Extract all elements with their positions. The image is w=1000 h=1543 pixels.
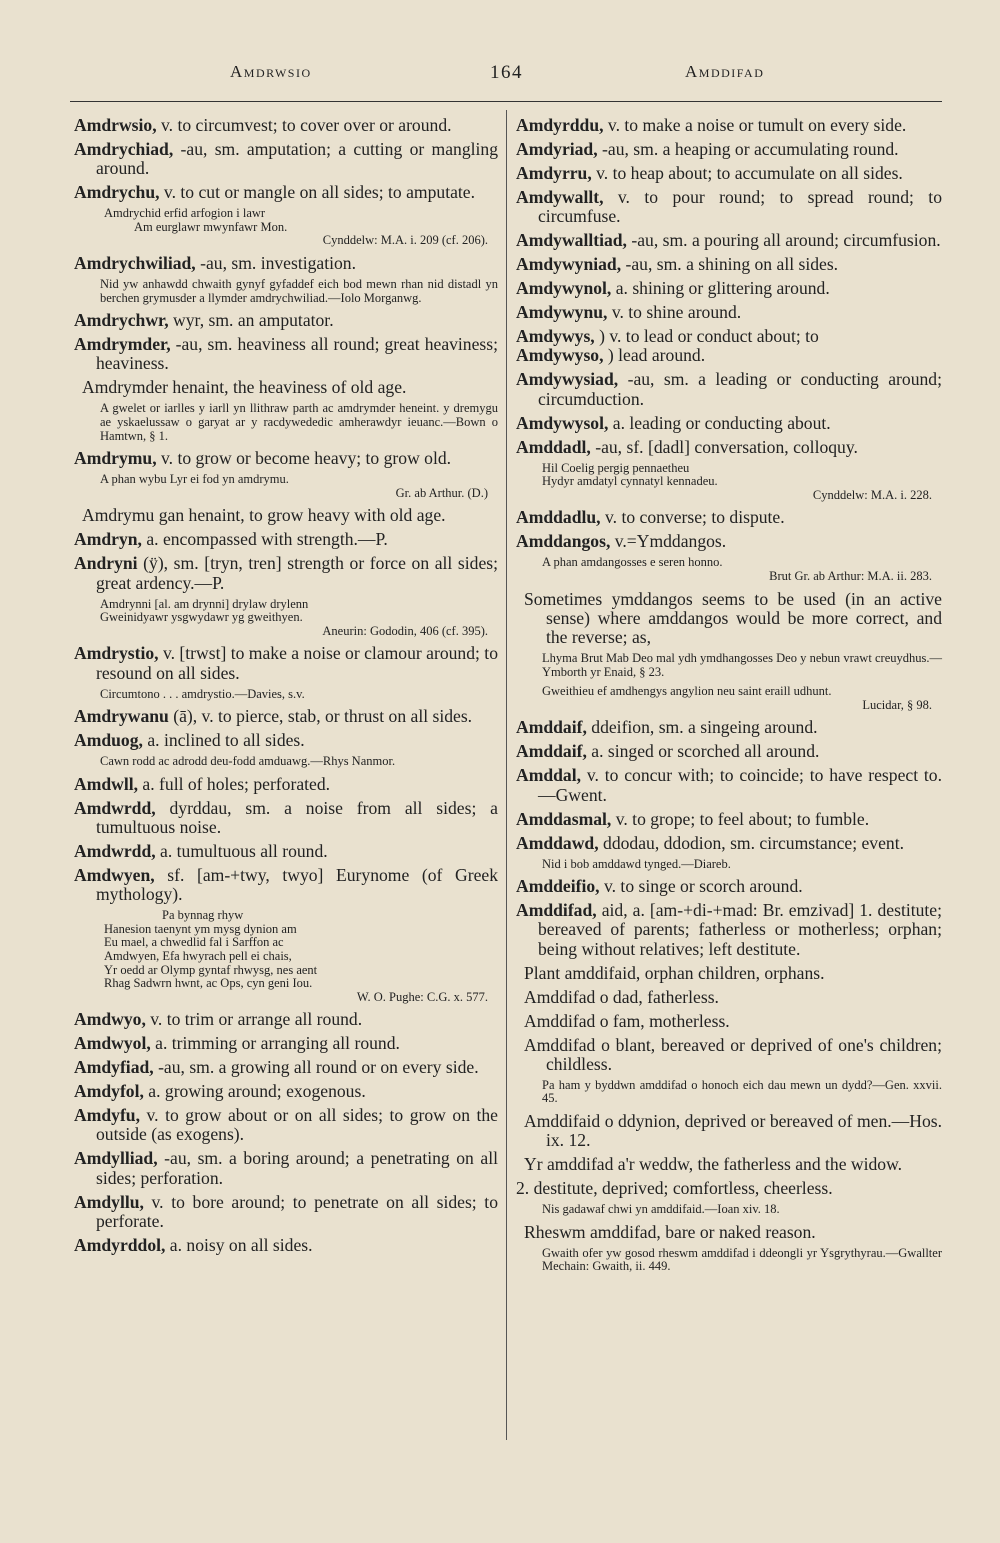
entry-amdrystio: Amdrystio, v. [trwst] to make a noise or clamour around; to resound on all sides.	[74, 643, 498, 683]
header-left-guide-word: Amdrwsio	[230, 62, 312, 81]
quotation: Lhyma Brut Mab Deo mal ydh ymdhangosses Deo y nebun vrawt creuydhus.—Ymborth yr Enaid, § 23.	[542, 650, 942, 679]
quotation-poem: Pa bynnag rhyw Hanesion taenynt ym mysg dynion am Eu mael, a chwedlid fal i Sarffon ac Amdwyen, Efa hwyrach pell ei chais, Yr oedd ar Olymp gyntaf rhwysg, nes aent Rhag Sadwrn hwnt, ac Ops, cyn geni Iou. W. O. Pughe: C.G. x. 577.	[104, 908, 488, 1004]
entry-amdwll: Amdwll, a. full of holes; perforated.	[74, 773, 331, 794]
entry-amdywyso: Amdywyso, ) lead around.	[516, 345, 706, 366]
running-header	[70, 62, 940, 86]
entry-amdyrru: Amdyrru, v. to heap about; to accumulate on all sides.	[516, 163, 903, 183]
entry-amddasmal: Amddasmal, v. to grope; to feel about; to fumble.	[516, 808, 870, 829]
quotation: A phan wybu Lyr ei fod yn amdrymu. Gr. ab Arthur. (D.)	[100, 472, 488, 500]
entry-amdywallt: Amdywallt, v. to pour round; to spread round; to circumfuse.	[516, 187, 942, 227]
entry-amdrychwr: Amdrychwr, wyr, sm. an amputator.	[74, 310, 334, 331]
entry-amdyrddu: Amdyrddu, v. to make a noise or tumult on every side.	[516, 115, 907, 135]
sense: Rheswm amddifad, bare or naked reason.	[524, 1221, 816, 1242]
entry-amddawd: Amddawd, ddodau, ddodion, sm. circumstance; event.	[516, 832, 904, 853]
entry-amdywynol: Amdywynol, a. shining or glittering around.	[516, 278, 830, 299]
entry-amduog: Amduog, a. inclined to all sides.	[74, 730, 305, 751]
entry-amddadl: Amddadl, -au, sf. [dadl] conversation, colloquy.	[516, 436, 858, 457]
sense: Plant amddifaid, orphan children, orphans.	[524, 962, 825, 983]
left-column	[74, 116, 498, 1260]
quotation: Nis gadawaf chwi yn amddifaid.—Ioan xiv. 18.	[542, 1202, 780, 1217]
sense: Yr amddifad a'r weddw, the fatherless and the widow.	[524, 1154, 903, 1175]
sense: Amddifad o blant, bereaved or deprived of one's children; childless.	[524, 1034, 942, 1074]
quotation: A phan amdangosses e seren honno. Brut Gr. ab Arthur: M.A. ii. 283.	[542, 555, 932, 583]
entry-amdywysol: Amdywysol, a. leading or conducting about.	[516, 412, 831, 433]
sense: Amddifad o fam, motherless.	[524, 1010, 730, 1031]
entry-amdrymder: Amdrymder, -au, sm. heaviness all round; great heaviness; heaviness.	[74, 334, 498, 374]
entry-amdwyen: Amdwyen, sf. [am-+twy, twyo] Eurynome (of Greek mythology).	[74, 864, 498, 905]
entry-amddifad: Amddifad, aid, a. [am-+di-+mad: Br. emzivad] 1. destitute; bereaved of parents; fatherless or motherless; orphan; being without relatives; left destitute.	[516, 900, 942, 959]
quotation: Amdrynni [al. am drynni] drylaw drylenn Gweinidyawr ysgwydawr yg gweithyen. Aneurin: Gododin, 406 (cf. 395).	[100, 596, 488, 638]
entry-amdwyol: Amdwyol, a. trimming or arranging all round.	[74, 1033, 400, 1054]
entry-amdywys: Amdywys, ) v. to lead or conduct about; to	[516, 326, 819, 347]
entry-amdyfol: Amdyfol, a. growing around; exogenous.	[74, 1081, 366, 1102]
entry-amddeifio: Amddeifio, v. to singe or scorch around.	[516, 876, 803, 897]
entry-amdyllu: Amdyllu, v. to bore around; to penetrate on all sides; to perforate.	[74, 1191, 498, 1231]
sense: Amdrymder henaint, the heaviness of old age.	[82, 377, 407, 398]
right-column	[516, 116, 942, 1280]
entry-amddaif-adj: Amddaif, a. singed or scorched all around.	[516, 741, 820, 762]
quotation: Circumtono . . . amdrystio.—Davies, s.v.	[100, 686, 305, 701]
quotation: Amdrychid erfid arfogion i lawr Am eurglawr mwynfawr Mon. Cynddelw: M.A. i. 209 (cf. 206).	[104, 206, 488, 248]
quotation: Pa ham y byddwn amddifad o honoch eich dau mewn un dydd?—Gen. xxvii. 45.	[542, 1077, 942, 1106]
column-divider	[506, 110, 507, 1440]
quotation: Cawn rodd ac adrodd deu-fodd amduawg.—Rhys Nanmor.	[100, 754, 396, 769]
entry-amdwrdd-adj: Amdwrdd, a. tumultuous all round.	[74, 840, 328, 861]
page-number: 164	[490, 62, 523, 83]
entry-amddangos: Amddangos, v.=Ymddangos.	[516, 531, 727, 552]
entry-amdylliad: Amdylliad, -au, sm. a boring around; a penetrating on all sides; perforation.	[74, 1148, 498, 1188]
sense: Amddifaid o ddynion, deprived or bereaved of men.—Hos. ix. 12.	[524, 1110, 942, 1151]
entry-amdrymu: Amdrymu, v. to grow or become heavy; to grow old.	[74, 448, 452, 469]
quotation: Gwaith ofer yw gosod rheswm amddifad i ddeongli yr Ysgrythyrau.—Gwallter Mechain: Gwaith, ii. 449.	[542, 1245, 942, 1274]
entry-amdrychiad: Amdrychiad, -au, sm. amputation; a cutting or mangling around.	[74, 139, 498, 179]
entry-amdrwsio: Amdrwsio, v. to circumvest; to cover over or around.	[74, 115, 452, 135]
entry-amdyfu: Amdyfu, v. to grow about or on all sides; to grow on the outside (as exogens).	[74, 1105, 498, 1145]
sense: 2. destitute, deprived; comfortless, cheerless.	[516, 1178, 833, 1199]
entry-amdywysiad: Amdywysiad, -au, sm. a leading or conducting around; circumduction.	[516, 369, 942, 409]
entry-amdrywanu: Amdrywanu (ā), v. to pierce, stab, or thrust on all sides.	[74, 706, 473, 727]
sense: Amdrymu gan henaint, to grow heavy with old age.	[82, 505, 446, 526]
quotation: Gweithieu ef amdhengys angylion neu saint eraill udhunt. Lucidar, § 98.	[542, 684, 932, 712]
entry-amdyfiad: Amdyfiad, -au, sm. a growing all round or on every side.	[74, 1057, 479, 1078]
entry-amdryn: Amdryn, a. encompassed with strength.—P.	[74, 529, 388, 550]
entry-amddaif: Amddaif, ddeifion, sm. a singeing around.	[516, 717, 818, 738]
quotation: A gwelet or iarlles y iarll yn llithraw parth ac amdrymder heneint. y dremygu ae yskaelussaw o garyat ar y racdywededic amherawdyr ieuanc.—Bown o Hamtwn, § 1.	[100, 401, 498, 443]
entry-amdywalltiad: Amdywalltiad, -au, sm. a pouring all around; circumfusion.	[516, 230, 941, 251]
quotation: Nid i bob amddawd tynged.—Diareb.	[542, 856, 731, 871]
entry-amddadlu: Amddadlu, v. to converse; to dispute.	[516, 507, 785, 528]
entry-amdywynu: Amdywynu, v. to shine around.	[516, 302, 742, 323]
entry-amddal: Amddal, v. to concur with; to coincide; to have respect to.—Gwent.	[516, 765, 942, 805]
entry-amdwyo: Amdwyo, v. to trim or arrange all round.	[74, 1009, 363, 1030]
entry-amdywyniad: Amdywyniad, -au, sm. a shining on all sides.	[516, 254, 839, 275]
sense: Sometimes ymddangos seems to be used (in an active sense) where amddangos would be more correct, and the reverse; as,	[524, 588, 942, 647]
entry-andryni: Andryni (ÿ), sm. [tryn, tren] strength or force on all sides; great ardency.—P.	[74, 553, 498, 593]
entry-amdrychwiliad: Amdrychwiliad, -au, sm. investigation.	[74, 252, 356, 273]
entry-amdrychu: Amdrychu, v. to cut or mangle on all sides; to amputate.	[74, 182, 476, 203]
entry-amdwrdd: Amdwrdd, dyrddau, sm. a noise from all sides; a tumultuous noise.	[74, 797, 498, 837]
sense: Amddifad o dad, fatherless.	[524, 986, 719, 1007]
entry-amdyriad: Amdyriad, -au, sm. a heaping or accumulating round.	[516, 139, 899, 159]
header-rule	[70, 101, 942, 102]
quotation: Hil Coelig pergig pennaetheu Hydyr amdatyl cynnatyl kennadeu. Cynddelw: M.A. i. 228.	[542, 460, 932, 502]
header-right-guide-word: Amddifad	[685, 62, 765, 81]
entry-amdyrddol: Amdyrddol, a. noisy on all sides.	[74, 1234, 313, 1255]
quotation: Nid yw anhawdd chwaith gynyf gyfaddef eich bod mewn rhan nid distadl yn berchen grymusder a llymder amdrychwiliad.—Iolo Morganwg.	[100, 276, 498, 305]
